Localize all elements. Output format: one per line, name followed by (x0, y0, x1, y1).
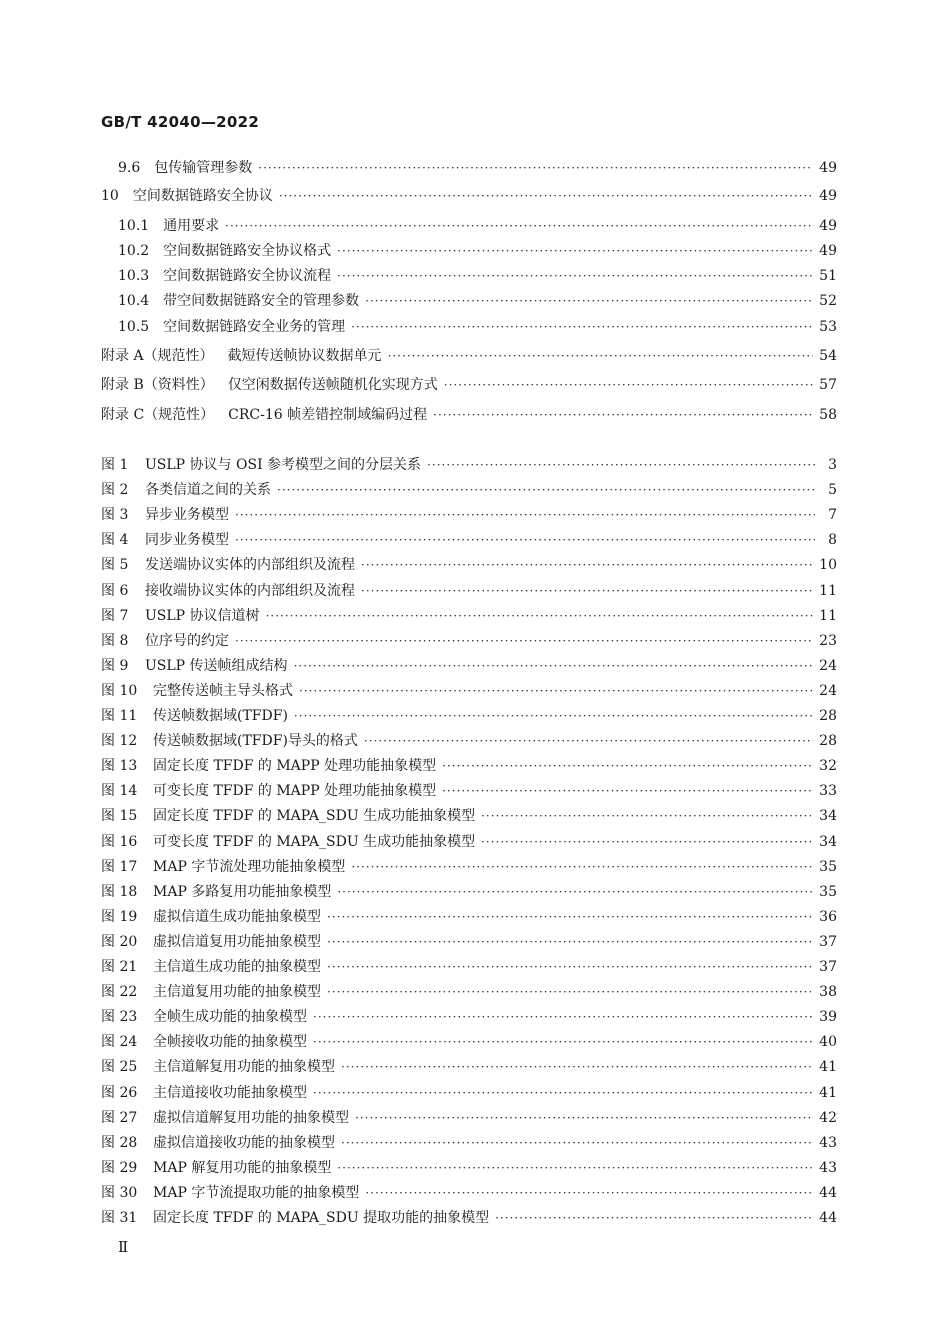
figures-number: 图 20 (101, 934, 138, 950)
figures-number: 图 21 (101, 959, 138, 975)
figures-page-number: 36 (819, 909, 837, 925)
toc-page-number: 49 (819, 160, 837, 176)
toc-number: 附录 A（规范性） (101, 348, 214, 364)
dot-leader (294, 657, 814, 675)
toc-title: 空间数据链路安全协议流程 (163, 268, 332, 284)
dot-leader (361, 556, 813, 574)
toc-number: 10 (101, 188, 119, 204)
dot-leader (327, 933, 813, 951)
figures-entry[interactable] (101, 983, 837, 1001)
toc-number: 10.4 (118, 293, 150, 309)
figures-page-number: 44 (819, 1185, 837, 1201)
figures-title: 主信道解复用功能的抽象模型 (153, 1059, 335, 1075)
figures-title: 虚拟信道复用功能抽象模型 (153, 934, 321, 950)
figures-page-number: 43 (819, 1160, 837, 1176)
page-number: Ⅱ (118, 1238, 129, 1256)
dot-leader (313, 1084, 813, 1102)
toc-entry[interactable] (101, 406, 837, 424)
figures-page-number: 5 (828, 482, 837, 498)
figures-page-number: 11 (819, 583, 837, 599)
dot-leader (327, 958, 813, 976)
figures-title: 发送端协议实体的内部组织及流程 (145, 557, 355, 573)
figures-number: 图 8 (101, 633, 129, 649)
toc-number: 附录 C（规范性） (101, 407, 215, 423)
figures-entry[interactable] (101, 958, 837, 976)
figures-number: 图 15 (101, 808, 138, 824)
figures-number: 图 19 (101, 909, 138, 925)
dot-leader (337, 267, 813, 285)
figures-page-number: 34 (819, 834, 837, 850)
toc-page-number: 52 (819, 293, 837, 309)
figures-page-number: 7 (828, 507, 837, 523)
dot-leader (495, 1209, 813, 1227)
figures-number: 图 25 (101, 1059, 138, 1075)
figures-title: USLP 协议信道树 (145, 608, 260, 624)
figures-entry[interactable] (101, 1084, 837, 1102)
figures-title: 同步业务模型 (145, 532, 229, 548)
toc-entry[interactable] (101, 187, 837, 205)
figures-title: 完整传送帧主导头格式 (153, 683, 293, 699)
figures-number: 图 14 (101, 783, 138, 799)
document-id: GB/T 42040—2022 (101, 113, 260, 131)
figures-entry[interactable] (101, 1209, 837, 1227)
toc-title: CRC-16 帧差错控制域编码过程 (228, 407, 428, 423)
figures-page-number: 40 (819, 1034, 837, 1050)
figures-page-number: 23 (819, 633, 837, 649)
figures-number: 图 31 (101, 1210, 138, 1226)
figures-page-number: 38 (819, 984, 837, 1000)
figures-entry[interactable] (101, 582, 837, 600)
figures-title: 虚拟信道解复用功能的抽象模型 (153, 1110, 349, 1126)
dot-leader (279, 187, 813, 205)
dot-leader (299, 682, 813, 700)
figures-entry[interactable] (101, 807, 837, 825)
figures-entry[interactable] (101, 782, 837, 800)
figures-title: 全帧接收功能的抽象模型 (153, 1034, 307, 1050)
figures-entry[interactable] (101, 1033, 837, 1051)
toc-page-number: 57 (819, 377, 837, 393)
figures-entry[interactable] (101, 908, 837, 926)
toc-page-number: 53 (819, 319, 837, 335)
toc-page-number: 49 (819, 188, 837, 204)
figures-entry[interactable] (101, 456, 837, 474)
figures-entry[interactable] (101, 481, 837, 499)
dot-leader (337, 242, 813, 260)
figures-number: 图 23 (101, 1009, 138, 1025)
toc-title: 仅空闲数据传送帧随机化实现方式 (227, 377, 438, 393)
figures-number: 图 3 (101, 507, 129, 523)
dot-leader (427, 456, 815, 474)
figures-title: 全帧生成功能的抽象模型 (153, 1009, 307, 1025)
figures-page-number: 33 (819, 783, 837, 799)
dot-leader (341, 1134, 813, 1152)
figures-number: 图 16 (101, 834, 138, 850)
dot-leader (235, 632, 813, 650)
figures-page-number: 37 (819, 959, 837, 975)
figures-title: MAP 解复用功能的抽象模型 (153, 1160, 332, 1176)
figures-title: 主信道生成功能的抽象模型 (153, 959, 321, 975)
dot-leader (481, 833, 813, 851)
figures-entry[interactable] (101, 607, 837, 625)
figures-number: 图 9 (101, 658, 129, 674)
figures-number: 图 2 (101, 482, 129, 498)
figures-page-number: 11 (819, 608, 837, 624)
figures-number: 图 22 (101, 984, 138, 1000)
figures-entry[interactable] (101, 1134, 837, 1152)
dot-leader (361, 582, 813, 600)
figures-title: MAP 字节流提取功能的抽象模型 (153, 1185, 360, 1201)
figures-title: 位序号的约定 (145, 633, 229, 649)
toc-entry[interactable] (118, 159, 837, 177)
figures-title: 固定长度 TFDF 的 MAPA_SDU 生成功能抽象模型 (153, 808, 476, 824)
figures-title: 固定长度 TFDF 的 MAPP 处理功能抽象模型 (153, 758, 437, 774)
figures-number: 图 26 (101, 1085, 138, 1101)
figures-page-number: 44 (819, 1210, 837, 1226)
dot-leader (327, 983, 813, 1001)
figures-number: 图 7 (101, 608, 129, 624)
toc-number: 10.3 (118, 268, 150, 284)
figures-entry[interactable] (101, 1008, 837, 1026)
toc-entry[interactable] (118, 242, 837, 260)
toc-title: 包传输管理参数 (154, 160, 253, 176)
toc-entry[interactable] (118, 217, 837, 235)
figures-number: 图 1 (101, 457, 129, 473)
figures-entry[interactable] (101, 757, 837, 775)
figures-entry[interactable] (101, 531, 837, 549)
figures-number: 图 30 (101, 1185, 138, 1201)
toc-entry[interactable] (118, 318, 837, 336)
figures-entry[interactable] (101, 707, 837, 725)
toc-title: 空间数据链路安全协议 (132, 188, 273, 204)
figures-title: 主信道复用功能的抽象模型 (153, 984, 321, 1000)
figures-page-number: 24 (819, 658, 837, 674)
dot-leader (351, 318, 813, 336)
figures-entry[interactable] (101, 833, 837, 851)
figures-title: 虚拟信道生成功能抽象模型 (153, 909, 321, 925)
figures-title: 接收端协议实体的内部组织及流程 (145, 583, 355, 599)
figures-title: 异步业务模型 (145, 507, 229, 523)
figures-title: 传送帧数据域(TFDF)导头的格式 (153, 733, 358, 749)
dot-leader (337, 1159, 813, 1177)
toc-number: 9.6 (118, 160, 141, 176)
dot-leader (313, 1033, 813, 1051)
dot-leader (294, 707, 813, 725)
figures-number: 图 27 (101, 1110, 138, 1126)
figures-page-number: 41 (819, 1059, 837, 1075)
figures-number: 图 4 (101, 532, 129, 548)
toc-title: 空间数据链路安全协议格式 (163, 243, 332, 259)
figures-number: 图 29 (101, 1160, 138, 1176)
dot-leader (225, 217, 813, 235)
toc-number: 附录 B（资料性） (101, 377, 214, 393)
dot-leader (341, 1058, 813, 1076)
toc-title: 空间数据链路安全业务的管理 (163, 319, 346, 335)
dot-leader (481, 807, 813, 825)
dot-leader (444, 376, 813, 394)
dot-leader (277, 481, 815, 499)
figures-entry[interactable] (101, 1184, 837, 1202)
figures-title: 主信道接收功能抽象模型 (153, 1085, 307, 1101)
figures-page-number: 28 (819, 733, 837, 749)
dot-leader (258, 159, 813, 177)
figures-title: 各类信道之间的关系 (145, 482, 271, 498)
figures-entry[interactable] (101, 933, 837, 951)
figures-entry[interactable] (101, 506, 837, 524)
figures-entry[interactable] (101, 682, 837, 700)
figures-number: 图 6 (101, 583, 129, 599)
figures-entry[interactable] (101, 883, 837, 901)
figures-number: 图 10 (101, 683, 138, 699)
toc-number: 10.5 (118, 319, 150, 335)
figures-page-number: 37 (819, 934, 837, 950)
figures-page-number: 3 (828, 457, 837, 473)
figures-number: 图 24 (101, 1034, 138, 1050)
figures-title: USLP 协议与 OSI 参考模型之间的分层关系 (145, 457, 422, 473)
figures-number: 图 18 (101, 884, 138, 900)
toc-entry[interactable] (101, 376, 837, 394)
figures-page-number: 39 (819, 1009, 837, 1025)
toc-title: 截短传送帧协议数据单元 (227, 348, 382, 364)
dot-leader (365, 1184, 813, 1202)
figures-page-number: 24 (819, 683, 837, 699)
figures-title: 传送帧数据域(TFDF) (153, 708, 288, 724)
figures-entry[interactable] (101, 858, 837, 876)
toc-title: 通用要求 (163, 218, 220, 234)
figures-page-number: 41 (819, 1085, 837, 1101)
toc-entry[interactable] (118, 267, 837, 285)
toc-page-number: 58 (819, 407, 837, 423)
dot-leader (235, 531, 815, 549)
dot-leader (433, 406, 813, 424)
figures-entry[interactable] (101, 1109, 837, 1127)
figures-title: USLP 传送帧组成结构 (145, 658, 288, 674)
toc-title: 带空间数据链路安全的管理参数 (163, 293, 360, 309)
figures-title: MAP 多路复用功能抽象模型 (153, 884, 332, 900)
figures-page-number: 35 (819, 884, 837, 900)
toc-page-number: 54 (819, 348, 837, 364)
dot-leader (337, 883, 813, 901)
figures-title: 虚拟信道接收功能的抽象模型 (153, 1135, 335, 1151)
figures-entry[interactable] (101, 1159, 837, 1177)
figures-title: 可变长度 TFDF 的 MAPA_SDU 生成功能抽象模型 (153, 834, 476, 850)
dot-leader (442, 782, 813, 800)
figures-entry[interactable] (101, 556, 837, 574)
toc-page-number: 49 (819, 243, 837, 259)
figures-title: 固定长度 TFDF 的 MAPA_SDU 提取功能的抽象模型 (153, 1210, 490, 1226)
dot-leader (351, 858, 813, 876)
figures-entry[interactable] (101, 1058, 837, 1076)
figures-title: MAP 字节流处理功能抽象模型 (153, 859, 346, 875)
figures-page-number: 28 (819, 708, 837, 724)
figures-title: 可变长度 TFDF 的 MAPP 处理功能抽象模型 (153, 783, 437, 799)
toc-number: 10.1 (118, 218, 150, 234)
dot-leader (235, 506, 815, 524)
dot-leader (365, 292, 813, 310)
toc-page-number: 49 (819, 218, 837, 234)
dot-leader (364, 732, 813, 750)
dot-leader (313, 1008, 813, 1026)
toc-page-number: 51 (819, 268, 837, 284)
figures-number: 图 28 (101, 1135, 138, 1151)
figures-entry[interactable] (101, 632, 837, 650)
dot-leader (327, 908, 813, 926)
figures-entry[interactable] (101, 657, 837, 675)
figures-page-number: 42 (819, 1110, 837, 1126)
figures-page-number: 34 (819, 808, 837, 824)
figures-number: 图 17 (101, 859, 138, 875)
figures-entry[interactable] (101, 732, 837, 750)
figures-page-number: 8 (828, 532, 837, 548)
toc-entry[interactable] (101, 347, 837, 365)
dot-leader (266, 607, 814, 625)
dot-leader (388, 347, 814, 365)
toc-entry[interactable] (118, 292, 837, 310)
figures-page-number: 10 (819, 557, 837, 573)
figures-number: 图 13 (101, 758, 138, 774)
figures-page-number: 35 (819, 859, 837, 875)
dot-leader (442, 757, 813, 775)
figures-page-number: 43 (819, 1135, 837, 1151)
figures-page-number: 32 (819, 758, 837, 774)
toc-number: 10.2 (118, 243, 150, 259)
dot-leader (355, 1109, 813, 1127)
figures-number: 图 5 (101, 557, 129, 573)
figures-number: 图 11 (101, 708, 138, 724)
figures-number: 图 12 (101, 733, 138, 749)
